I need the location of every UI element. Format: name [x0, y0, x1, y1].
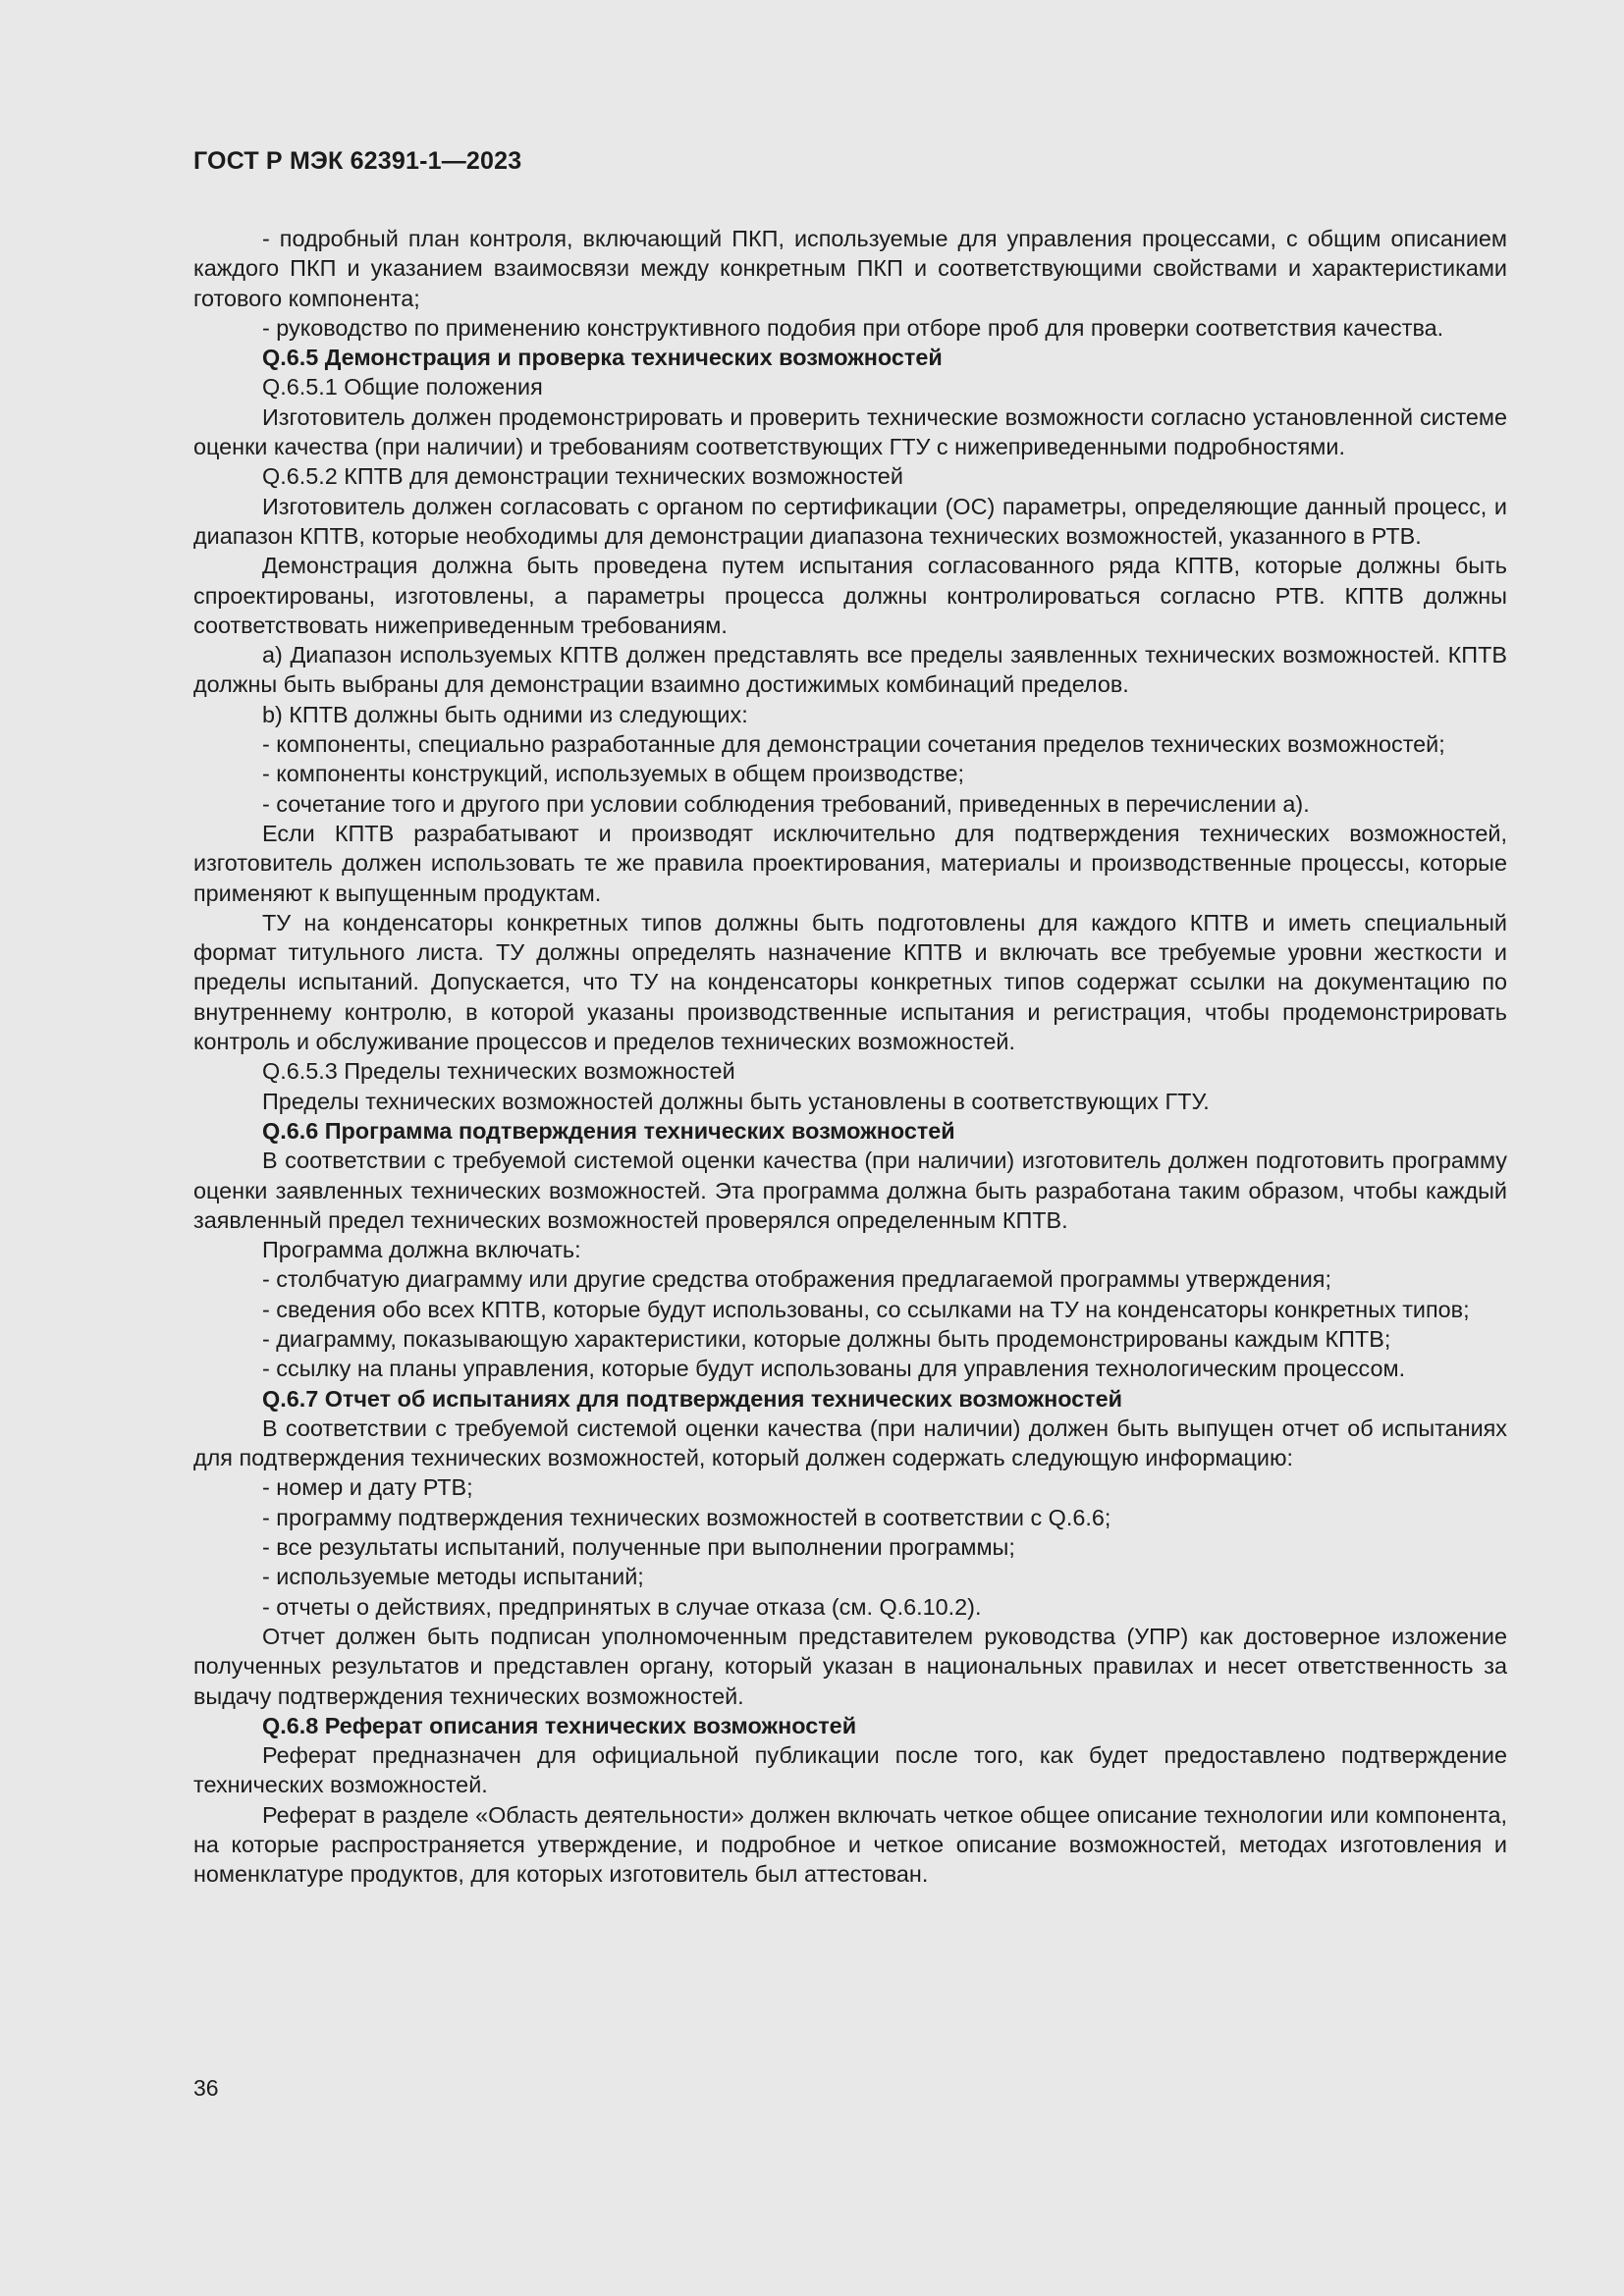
section-heading: Q.6.7 Отчет об испытаниях для подтверждения технических возможностей [262, 1385, 1123, 1412]
paragraph: - подробный план контроля, включающий ПКП, используемые для управления процессами, с общим описанием каждого ПКП и указанием взаимосвязи между конкретным ПКП и соответствующими свойствами и характеристиками готового компонента; [193, 226, 1507, 311]
paragraph: Изготовитель должен согласовать с органом по сертификации (ОС) параметры, определяющие данный процесс, и диапазон КПТВ, которые необходимы для демонстрации диапазона технических возможностей, указанного в РТВ. [193, 493, 1507, 549]
paragraph: - ссылку на планы управления, которые будут использованы для управления технологическим процессом. [262, 1356, 1406, 1382]
paragraph: b) КПТВ должны быть одними из следующих: [262, 701, 748, 727]
paragraph: - столбчатую диаграмму или другие средства отображения предлагаемой программы утверждения; [262, 1266, 1331, 1293]
paragraph: - компоненты, специально разработанные для демонстрации сочетания пределов технических возможностей; [262, 731, 1445, 758]
page-number: 36 [193, 2075, 219, 2101]
paragraph: - используемые методы испытаний; [262, 1564, 644, 1590]
paragraph: Изготовитель должен продемонстрировать и проверить технические возможности согласно установленной системе оценки качества (при наличии) и требованиям соответствующих ГТУ с нижеприведенными подробностями. [193, 403, 1507, 460]
paragraph: В соответствии с требуемой системой оценки качества (при наличии) изготовитель должен подготовить программу оценки заявленных технических возможностей. Эта программа должна быть разработана таким образом, чтобы каждый заявленный предел технических возможностей проверялся определенным КПТВ. [193, 1148, 1507, 1233]
paragraph: - программу подтверждения технических возможностей в соответствии с Q.6.6; [262, 1504, 1111, 1530]
paragraph: Реферат предназначен для официальной публикации после того, как будет предоставлено подтверждение технических возможностей. [193, 1742, 1507, 1798]
paragraph: В соответствии с требуемой системой оценки качества (при наличии) должен быть выпущен отчет об испытаниях для подтверждения технических возможностей, который должен содержать следующую информацию: [193, 1415, 1507, 1471]
paragraph: Q.6.5.2 КПТВ для демонстрации технических возможностей [262, 463, 903, 490]
paragraph: Демонстрация должна быть проведена путем испытания согласованного ряда КПТВ, которые должны быть спроектированы, изготовлены, а параметры процесса должны контролироваться согласно РТВ. КПТВ должны соответствовать нижеприведенным требованиям. [193, 553, 1507, 638]
paragraph: - все результаты испытаний, полученные при выполнении программы; [262, 1534, 1015, 1561]
section-heading: Q.6.6 Программа подтверждения технических возможностей [262, 1117, 955, 1144]
paragraph: Q.6.5.1 Общие положения [262, 374, 543, 400]
section-heading: Q.6.8 Реферат описания технических возможностей [262, 1712, 857, 1738]
paragraph: Программа должна включать: [262, 1237, 581, 1263]
document-body [193, 224, 1507, 1890]
paragraph: Реферат в разделе «Область деятельности» должен включать четкое общее описание технологии или компонента, на которые распространяется утверждение, и подробное и четкое описание возможностей, методах изготовления и номенклатуре продуктов, для которых изготовитель был аттестован. [193, 1801, 1507, 1888]
paragraph: ТУ на конденсаторы конкретных типов должны быть подготовлены для каждого КПТВ и иметь специальный формат титульного листа. ТУ должны определять назначение КПТВ и включать все требуемые уровни жесткости и пределы испытаний. Допускается, что ТУ на конденсаторы конкретных типов содержат ссылки на документацию по внутреннему контролю, в которой указаны производственные испытания и регистрация, чтобы продемонстрировать контроль и обслуживание процессов и пределов технических возможностей. [193, 909, 1507, 1055]
paragraph: Q.6.5.3 Пределы технических возможностей [262, 1058, 735, 1085]
paragraph: - отчеты о действиях, предпринятых в случае отказа (см. Q.6.10.2). [262, 1593, 982, 1620]
section-heading: Q.6.5 Демонстрация и проверка технических возможностей [262, 345, 943, 371]
paragraph: - сведения обо всех КПТВ, которые будут использованы, со ссылками на ТУ на конденсаторы конкретных типов; [262, 1296, 1470, 1322]
paragraph: - компоненты конструкций, используемых в общем производстве; [262, 761, 964, 787]
paragraph: Отчет должен быть подписан уполномоченным представителем руководства (УПР) как достоверное изложение полученных результатов и представлен органу, который указан в национальных правилах и несет ответственность за выдачу подтверждения технических возможностей. [193, 1623, 1507, 1709]
paragraph: Если КПТВ разрабатывают и производят исключительно для подтверждения технических возможностей, изготовитель должен использовать те же правила проектирования, материалы и производственные процессы, которые применяют к выпущенным продуктам. [193, 820, 1507, 906]
paragraph: - диаграмму, показывающую характеристики, которые должны быть продемонстрированы каждым КПТВ; [262, 1325, 1391, 1352]
paragraph: - сочетание того и другого при условии соблюдения требований, приведенных в перечислении а). [262, 790, 1310, 817]
paragraph: a) Диапазон используемых КПТВ должен представлять все пределы заявленных технических возможностей. КПТВ должны быть выбраны для демонстрации взаимно достижимых комбинаций пределов. [193, 642, 1507, 698]
paragraph: - номер и дату РТВ; [262, 1474, 473, 1501]
paragraph: - руководство по применению конструктивного подобия при отборе проб для проверки соответствия качества. [262, 314, 1444, 341]
paragraph: Пределы технических возможностей должны быть установлены в соответствующих ГТУ. [262, 1088, 1210, 1114]
page-header: ГОСТ Р МЭК 62391-1—2023 [193, 147, 522, 175]
